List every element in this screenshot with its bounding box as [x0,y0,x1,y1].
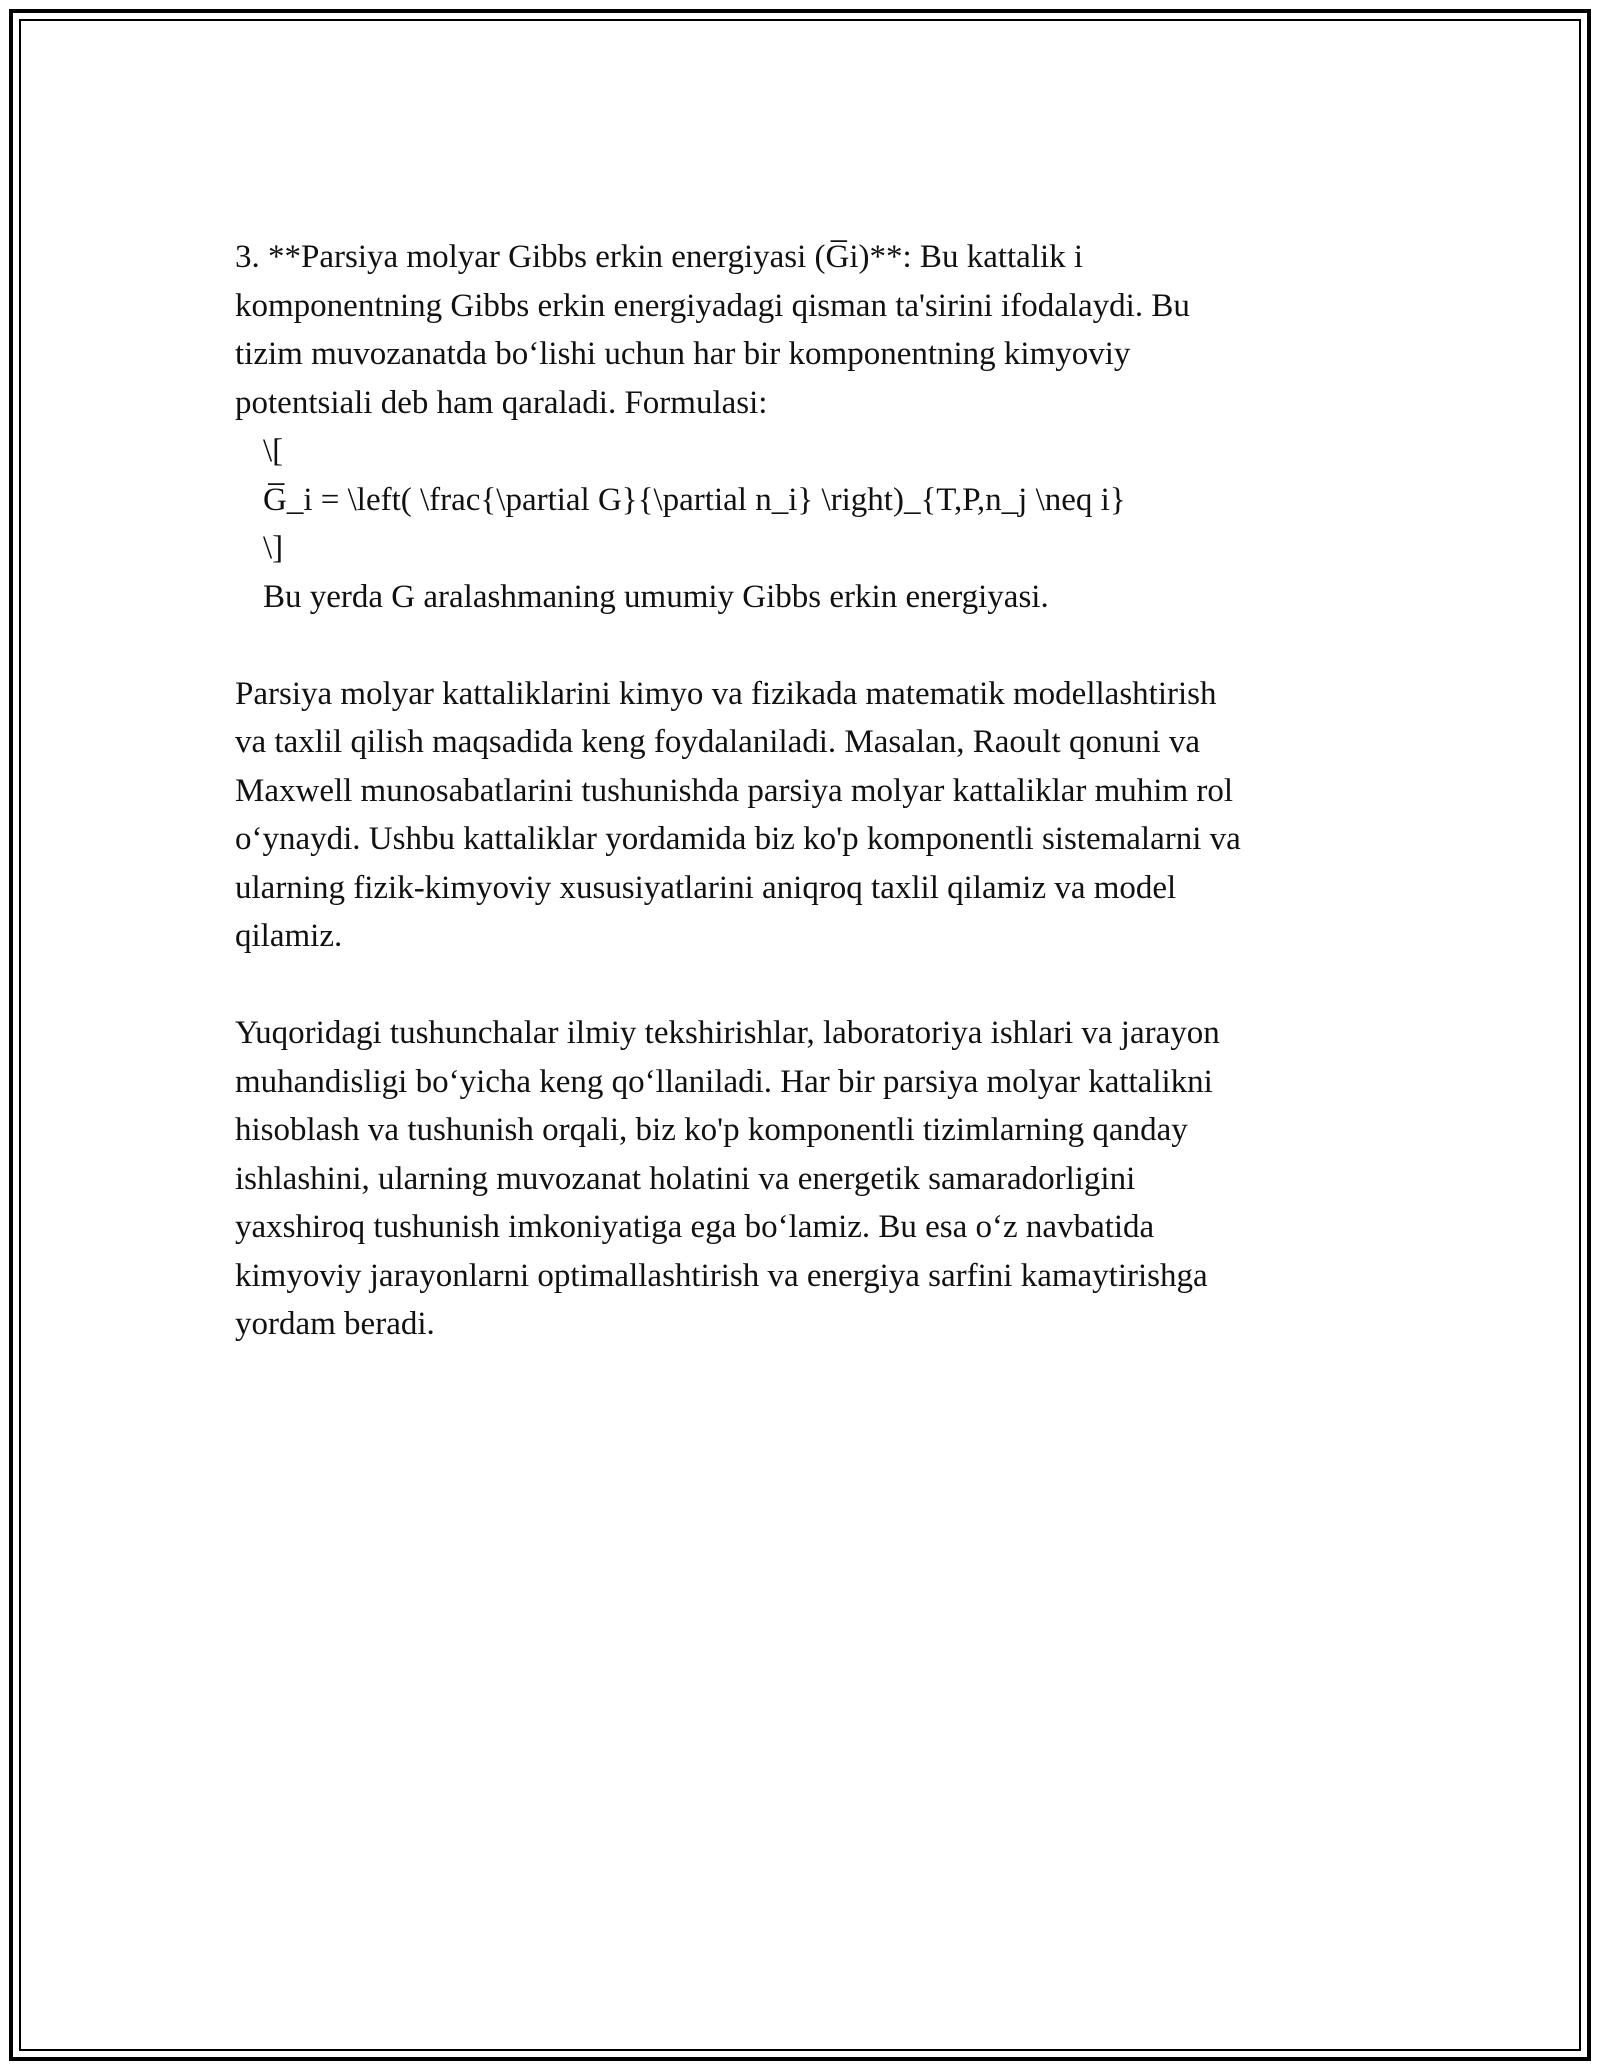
formula-open: \[ [263,433,284,469]
paragraph-2 [235,670,1385,961]
text-line: ularning fizik-kimyoviy xususiyatlarini aniqroq taxlil qilamiz va model [235,869,1177,906]
list-item-3 [235,233,1385,621]
text-line: qilamiz. [235,918,343,954]
text-line: komponentning Gibbs erkin energiyadagi qisman ta'sirini ifodalaydi. Bu [235,287,1190,324]
paragraph-gap [235,621,1385,670]
text-line: 3. **Parsiya molyar Gibbs erkin energiyasi (G̅i)**: Bu kattalik i [235,239,1084,275]
formula-close: \] [263,530,284,566]
text-line: o‘ynaydi. Ushbu kattaliklar yordamida biz ko'p komponentli sistemalarni va [235,821,1241,857]
text-line: muhandisligi bo‘yicha keng qo‘llaniladi. Har bir parsiya molyar kattalikni [235,1063,1213,1100]
paragraph-3 [235,1009,1385,1349]
formula-note: Bu yerda G aralashmaning umumiy Gibbs erkin energiyasi. [263,578,1049,615]
document-body [235,233,1385,1349]
paragraph-gap [235,961,1385,1010]
text-line: potentsiali deb ham qaraladi. Formulasi: [235,384,768,421]
text-line: tizim muvozanatda bo‘lishi uchun har bir komponentning kimyoviy [235,336,1131,372]
text-line: kimyoviy jarayonlarni optimallashtirish va energiya sarfini kamaytirishga [235,1257,1208,1294]
text-line: hisoblash va tushunish orqali, biz ko'p komponentli tizimlarning qanday [235,1112,1188,1148]
formula-body: G̅_i = \left( \frac{\partial G}{\partial n_i} \right)_{T,P,n_j \neq i} [263,481,1126,518]
text-line: ishlashini, ularning muvozanat holatini va energetik samaradorligini [235,1160,1136,1197]
text-line: yordam beradi. [235,1306,435,1342]
text-line: Parsiya molyar kattaliklarini kimyo va fizikada matematik modellashtirish [235,675,1217,712]
text-line: va taxlil qilish maqsadida keng foydalaniladi. Masalan, Raoult qonuni va [235,724,1201,760]
text-line: Maxwell munosabatlarini tushunishda parsiya molyar kattaliklar muhim rol [235,772,1234,809]
text-line: yaxshiroq tushunish imkoniyatiga ega bo‘lamiz. Bu esa o‘z navbatida [235,1209,1155,1245]
text-line: Yuqoridagi tushunchalar ilmiy tekshirishlar, laboratoriya ishlari va jarayon [235,1015,1220,1051]
